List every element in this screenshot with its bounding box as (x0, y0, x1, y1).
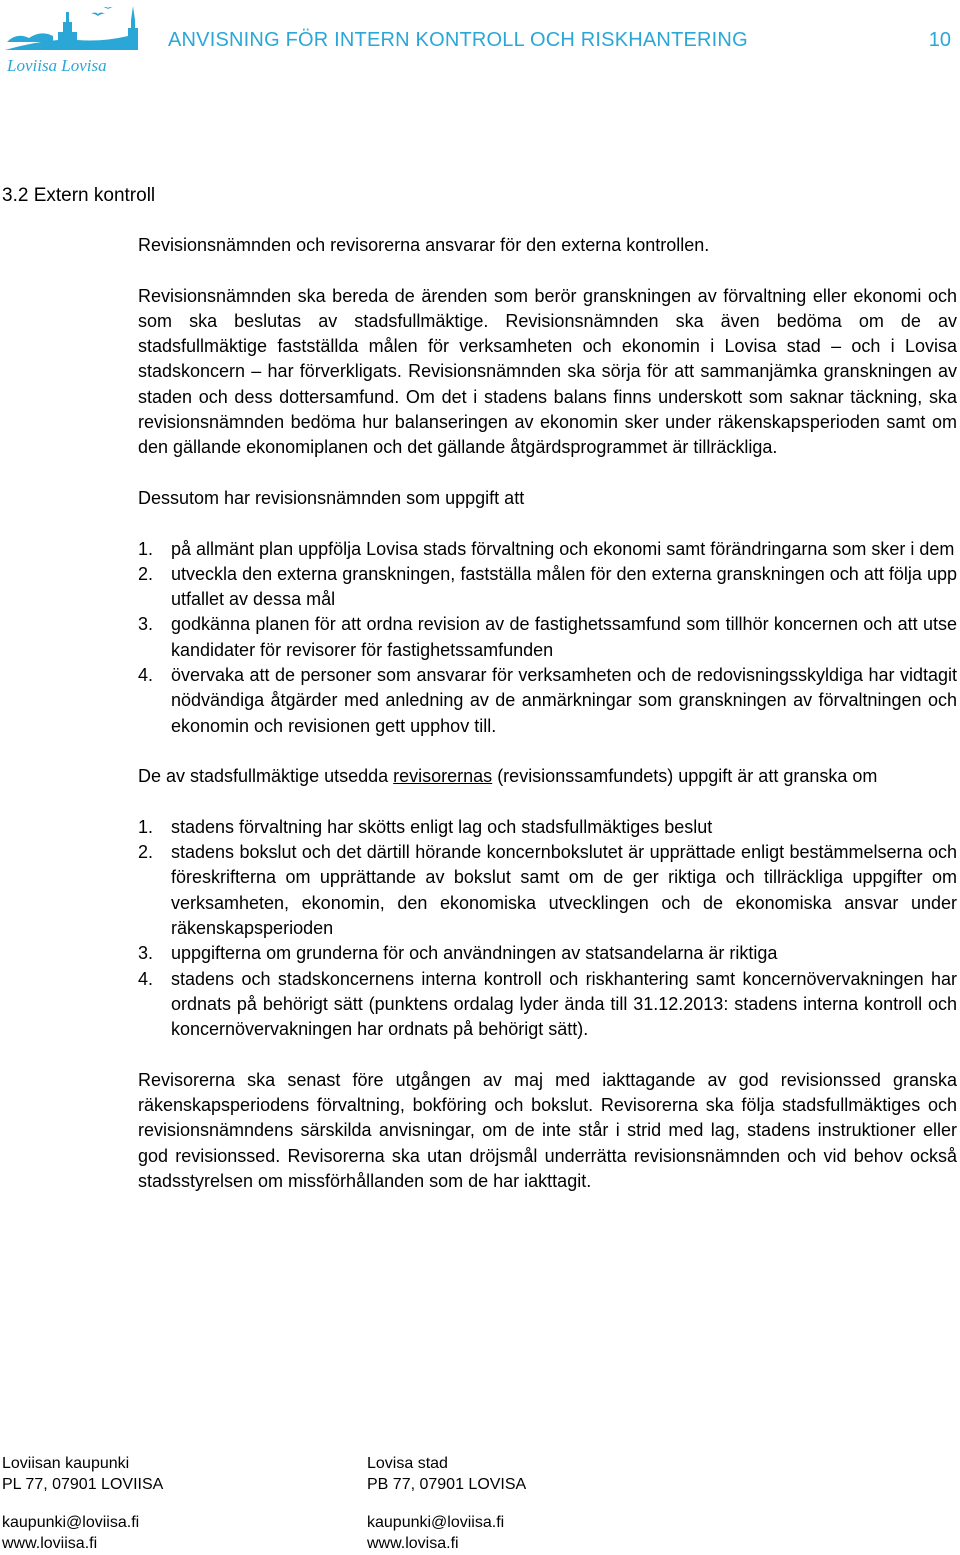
footer-finnish (2, 1453, 163, 1554)
list-number: 2. (138, 563, 154, 584)
list-text: utveckla den externa granskningen, fastställa målen för den externa granskningen och att följa upp utfallet av dessa mål (171, 563, 957, 610)
document-title: ANVISNING FÖR INTERN KONTROLL OCH RISKHANTERING (168, 29, 748, 51)
footer-website[interactable]: www.loviisa.fi (2, 1535, 98, 1552)
footer-org-name: Lovisa stad (367, 1455, 448, 1472)
revisor-task-list (138, 815, 957, 1043)
list-number: 1. (138, 816, 154, 837)
list-text: stadens och stadskoncernens interna kontroll och riskhantering samt koncernövervakningen har ordnats på behörigt sätt (punktens ordalag lyder ända till 31.12.2013: stadens interna kontroll och koncernövervakningen har ordnats på behörigt sätt). (171, 968, 957, 1040)
footer-website[interactable]: www.lovisa.fi (367, 1535, 459, 1552)
footer-swedish (367, 1453, 526, 1554)
list-number: 4. (138, 665, 154, 686)
page-number: 10 (928, 29, 951, 51)
list-item (138, 663, 957, 739)
list-item (138, 815, 957, 840)
list-text: uppgifterna om grunderna för och användningen av statsandelarna är riktiga (171, 943, 778, 964)
list-text: godkänna planen för att ordna revision av de fastighetssamfund som tillhör koncernen och att utse kandidater för revisorer för fastighetssamfunden (171, 614, 957, 660)
list-text: stadens förvaltning har skötts enligt lag och stadsfullmäktiges beslut (171, 816, 713, 837)
paragraph-1: Revisionsnämnden och revisorerna ansvarar för den externa kontrollen. (138, 235, 710, 255)
paragraph-3: Dessutom har revisionsnämnden som uppgift att (138, 487, 525, 508)
list-item (138, 941, 957, 966)
paragraph-2: Revisionsnämnden ska bereda de ärenden som berör granskningen av förvaltning eller ekonomi och som ska beslutas av stadsfullmäktige. Revisionsnämnden ska även bedöma om de av stadsfullmäktige fastställda målen för verksamheten och ekonomin i Lovisa stad – och i Lovisa stadskoncern – har förverkligats. Revisionsnämnden ska sörja för att sammanjämka granskningen av staden och dess dottersamfund. Om det i stadens balans finns underskott som saknar täckning, ska revisionsnämnden bedöma hur balanseringen av ekonomin sker under räkenskapsperioden samt om den gällande ekonomiplanen och det gällande åtgärdsprogrammet är tillräckliga. (138, 285, 957, 458)
list-item (138, 612, 957, 663)
nämnd-task-list (138, 537, 957, 739)
logo-text: Loviisa Lovisa (7, 56, 107, 75)
section-heading: 3.2 Extern kontroll (2, 185, 156, 206)
list-item (138, 537, 957, 562)
footer-email[interactable]: kaupunki@loviisa.fi (2, 1514, 140, 1531)
document-body (138, 233, 957, 1194)
list-text: stadens bokslut och det därtill hörande koncernbokslutet är upprättade enligt bestämmelserna och föreskrifterna om upprättande av bokslut samt om de ger riktiga och tillräckliga uppgifter om verksamheten, ekonomin, den ekonomiska utvecklingen och de ekonomiska ansvar under räkenskapsperioden (171, 842, 957, 939)
list-number: 3. (138, 614, 154, 635)
city-logo (3, 2, 143, 78)
paragraph-4: De av stadsfullmäktige utsedda revisorernas (revisionssamfundets) uppgift är att granska om (138, 766, 878, 787)
paragraph-5: Revisorerna ska senast före utgången av maj med iakttagande av god revisionssed granska räkenskapsperiodens förvaltning, bokföring och bokslut. Revisorerna ska följa stadsfullmäktiges och revisionsnämndens särskilda anvisningar, om de inte står i strid med lag, stadens instruktioner eller god revisionssed. Revisorerna ska utan dröjsmål underrätta revisionsnämnden och vid behov också stadsstyrelsen om missförhållanden som de har iakttagit. (138, 1069, 957, 1191)
revisorernas-link: revisorernas (393, 766, 493, 787)
footer-address: PB 77, 07901 LOVISA (367, 1476, 527, 1493)
list-item (138, 840, 957, 941)
list-item (138, 562, 957, 613)
footer-email[interactable]: kaupunki@loviisa.fi (367, 1514, 505, 1531)
list-item (138, 967, 957, 1043)
list-number: 2. (138, 842, 154, 863)
list-text: övervaka att de personer som ansvarar för verksamheten och de redovisningsskyldiga har vidtagit nödvändiga åtgärder med anledning av de anmärkningar som granskningen av förvaltningen och ekonomin och revisionen gett upphov till. (171, 665, 957, 736)
footer-org-name: Loviisan kaupunki (2, 1455, 130, 1472)
footer-address: PL 77, 07901 LOVIISA (2, 1476, 164, 1493)
list-text: på allmänt plan uppfölja Lovisa stads förvaltning och ekonomi samt förändringarna som sker i dem (171, 538, 955, 559)
list-number: 4. (138, 968, 154, 989)
list-number: 1. (138, 538, 154, 559)
list-number: 3. (138, 943, 154, 964)
